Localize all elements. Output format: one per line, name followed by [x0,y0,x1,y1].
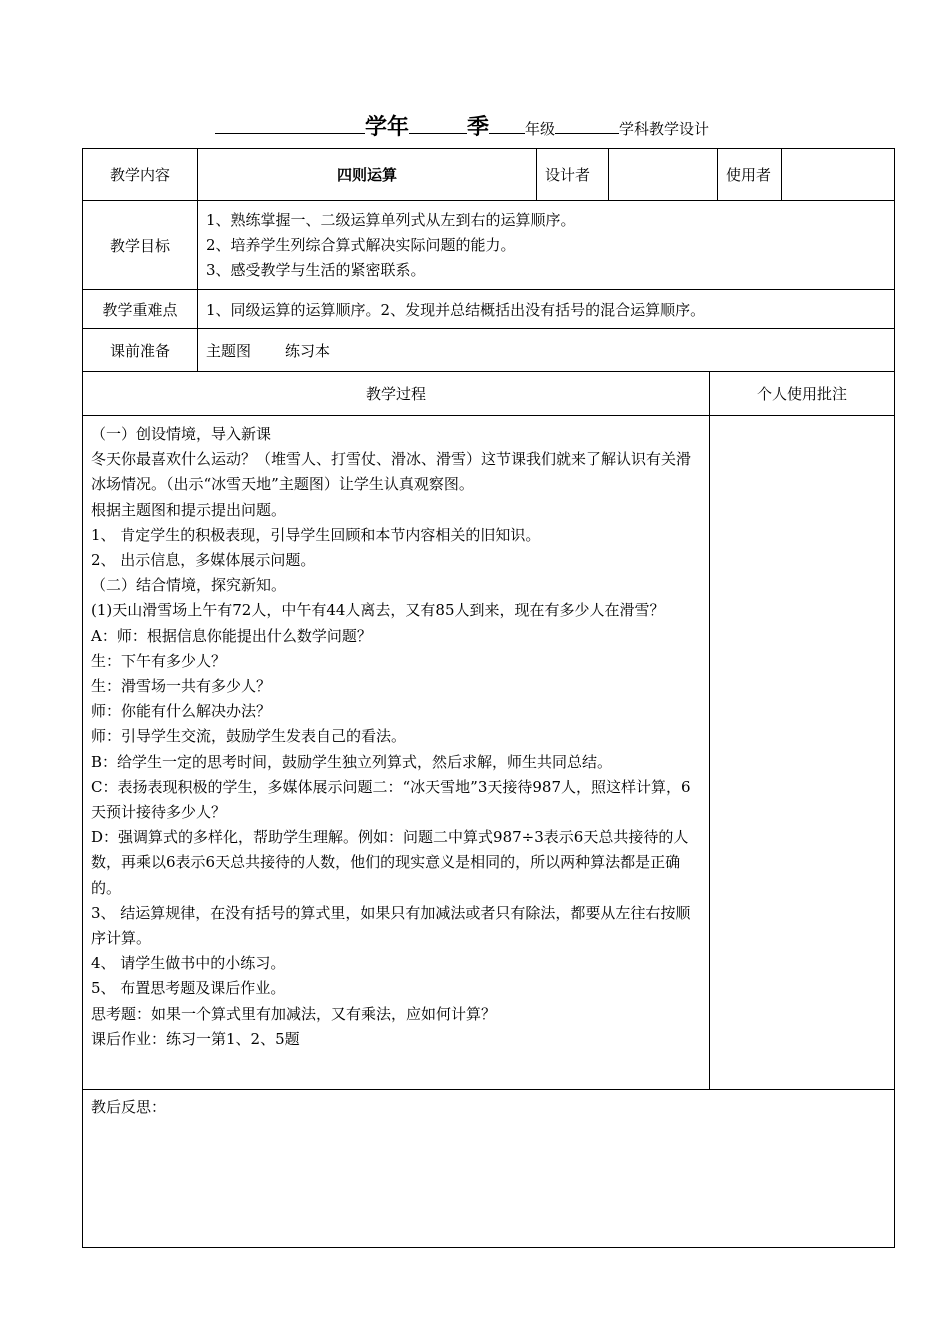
header-year-label: 学年 [365,114,410,140]
season-blank[interactable] [409,115,467,134]
process-line: C：表扬表现积极的学生，多媒体展示问题二：“冰天雪地”3天接待987人，照这样计算，6天预计接待多少人？ [91,777,691,822]
lesson-title: 四则运算 [198,149,537,201]
lesson-plan-table [82,148,895,1248]
process-line: 生：下午有多少人？ [91,651,227,670]
row-key-points [83,290,895,329]
process-line: 冬天你最喜欢什么运动？（堆雪人、打雪仗、滑冰、滑雪）这节课我们就来了解认识有关滑冰场情况。（出示“冰雪天地”主题图）让学生认真观察图。 [91,450,692,494]
year-blank[interactable] [215,115,365,134]
process-line: 5、 布置思考题及课后作业。 [91,979,286,998]
process-line: 师：你能有什么解决办法？ [91,702,272,721]
content-label: 教学内容 [83,149,198,201]
header-season-label: 季 [467,114,490,140]
process-line: (1)天山滑雪场上午有72人，中午有44人离去，又有85人到来，现在有多少人在滑雪？ [91,601,665,620]
reflection-cell[interactable] [83,1090,895,1248]
key-points-label: 教学重难点 [83,290,198,329]
row-content [83,149,895,201]
goal-line: 3、感受教学与生活的紧密联系。 [206,260,426,279]
process-line: 4、 请学生做书中的小练习。 [91,954,286,973]
process-line: A：师：根据信息你能提出什么数学问题？ [91,626,372,645]
row-preparation [83,329,895,372]
goal-line: 2、培养学生列综合算式解决实际问题的能力。 [206,235,516,254]
process-line: 3、 结运算规律，在没有括号的算式里，如果只有加减法或者只有除法，都要从左往右按顺序计算。 [91,903,691,948]
process-line: 根据主题图和提示提出问题。 [91,500,287,519]
goals-cell [198,201,895,290]
row-process [83,416,895,1090]
key-points-text: 1、同级运算的运算顺序。2、发现并总结概括出没有括号的混合运算顺序。 [198,290,895,329]
process-line: 2、 出示信息，多媒体展示问题。 [91,551,316,570]
goal-line: 1、熟练掌握一、二级运算单列式从左到右的运算顺序。 [206,210,576,229]
designer-field[interactable] [609,149,718,201]
designer-label: 设计者 [537,149,609,201]
row-goals [83,201,895,290]
process-line: （一）创设情境，导入新课 [91,425,272,443]
document-header [215,110,815,140]
user-label: 使用者 [718,149,782,201]
process-line: B：给学生一定的思考时间，鼓励学生独立列算式，然后求解，师生共同总结。 [91,752,613,771]
header-grade-label: 年级 [525,120,556,138]
grade-blank[interactable] [489,115,525,134]
process-line: （二）结合情境，探究新知。 [91,576,287,595]
process-line: 课后作业：练习一第1、2、5题 [91,1029,300,1048]
process-header: 教学过程 [83,372,710,416]
header-subject-label: 学科教学设计 [619,120,710,138]
user-field[interactable] [782,149,895,201]
process-line: 师：引导学生交流，鼓励学生发表自己的看法。 [91,727,407,746]
notes-field[interactable] [710,416,895,1090]
row-process-header [83,372,895,416]
reflection-label: 教后反思： [91,1098,167,1116]
process-body [83,416,710,1090]
preparation-label: 课前准备 [83,329,198,372]
notes-header: 个人使用批注 [710,372,895,416]
goals-label: 教学目标 [83,201,198,290]
prep-item: 练习本 [285,341,331,360]
process-line: 思考题：如果一个算式里有加减法，又有乘法，应如何计算？ [91,1004,497,1023]
process-line: D：强调算式的多样化，帮助学生理解。例如：问题二中算式987÷3表示6天总共接待的人数，再乘以6表示6天总共接待的人数，他们的现实意义是相同的，所以两种算法都是正确的。 [91,828,689,897]
process-line: 1、 肯定学生的积极表现，引导学生回顾和本节内容相关的旧知识。 [91,525,541,544]
subject-blank[interactable] [555,115,619,134]
row-reflection [83,1090,895,1248]
prep-item: 主题图 [206,341,252,360]
preparation-cell [198,329,895,372]
process-line: 生：滑雪场一共有多少人？ [91,677,272,696]
